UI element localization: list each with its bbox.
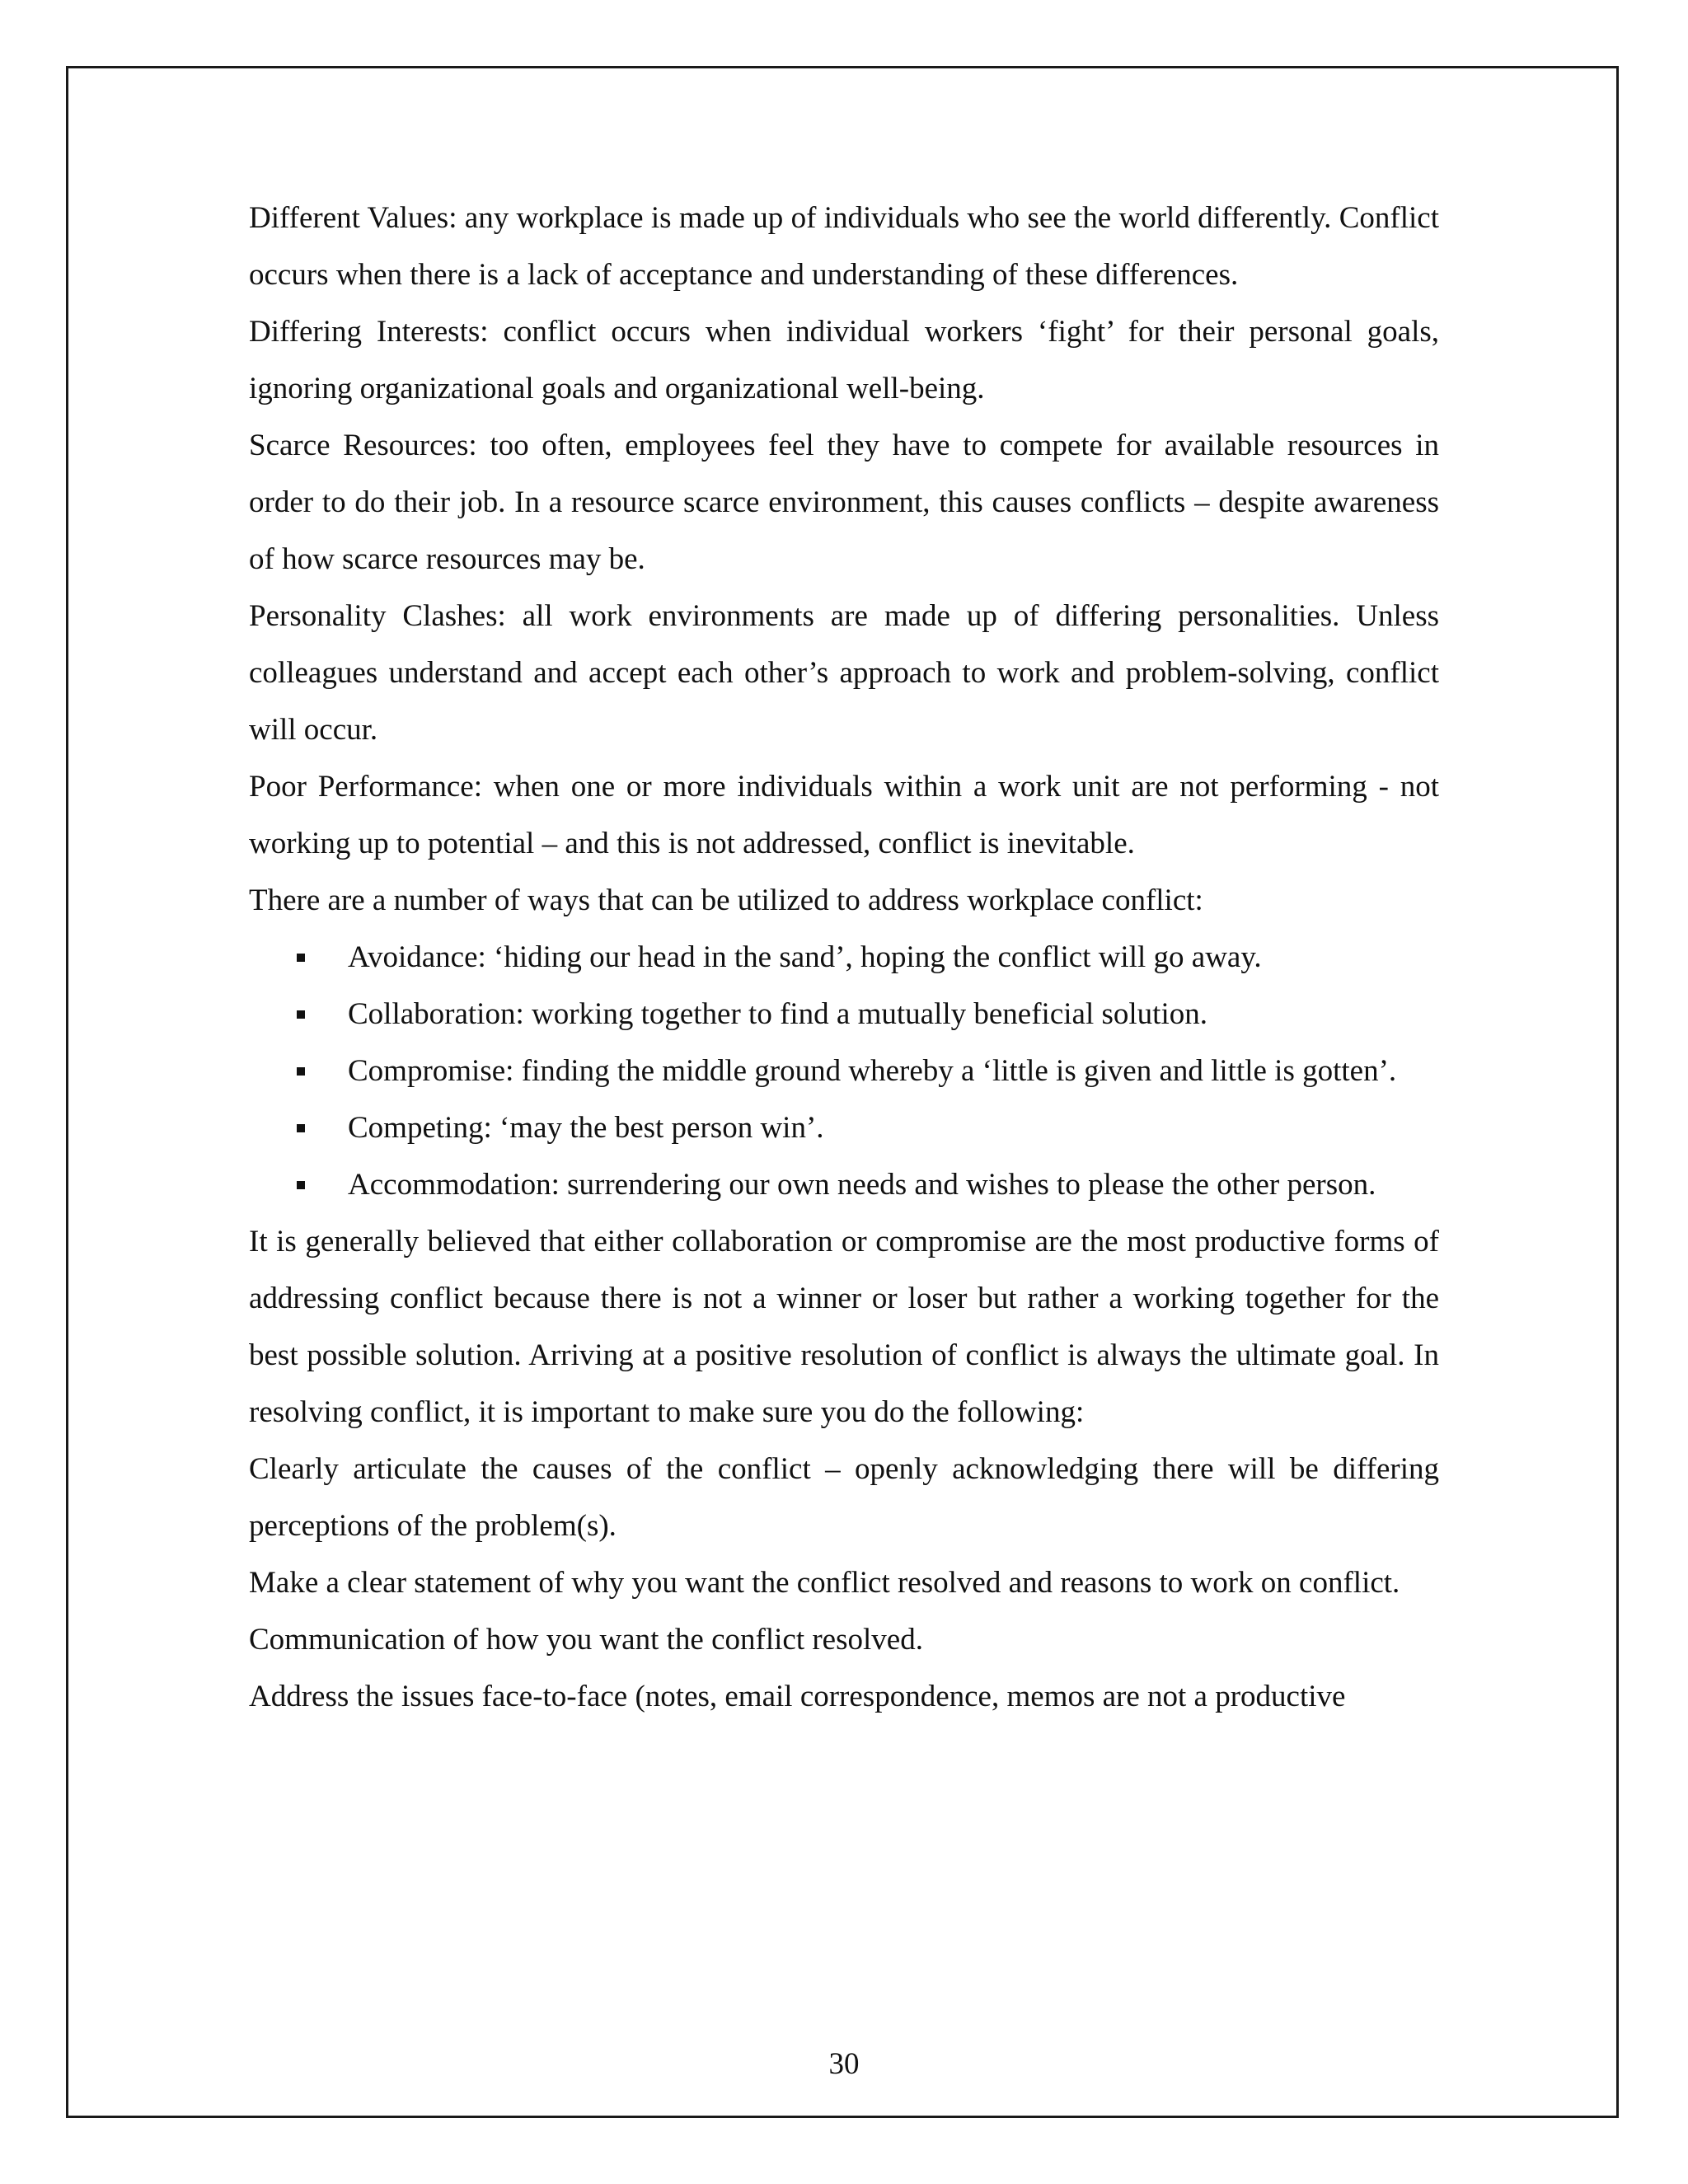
conflict-approaches-list (249, 929, 1439, 1213)
list-item (249, 986, 1439, 1043)
square-bullet-icon (297, 986, 313, 1043)
paragraph-differing-interests: Differing Interests: conflict occurs when individual workers ‘fight’ for their personal goals, ignoring organizational goals and organizational well-being. (249, 315, 1439, 405)
paragraph-different-values: Different Values: any workplace is made up of individuals who see the world differently. Conflict occurs when there is a lack of acceptance and understanding of these differences. (249, 201, 1439, 292)
list-item-text: Competing: ‘may the best person win’. (348, 1111, 824, 1145)
list-item (249, 1099, 1439, 1156)
list-item (249, 1156, 1439, 1213)
paragraph-clear-statement: Make a clear statement of why you want the conflict resolved and reasons to work on conflict. (249, 1566, 1400, 1600)
square-bullet-icon (297, 1043, 313, 1099)
paragraph-poor-performance: Poor Performance: when one or more individuals within a work unit are not performing - not working up to potential – and this is not addressed, conflict is inevitable. (249, 770, 1439, 860)
square-bullet-icon (297, 929, 313, 986)
paragraph-productive-approaches: It is generally believed that either collaboration or compromise are the most productive forms of addressing conflict because there is not a winner or loser but rather a working together for the best possible solution. Arriving at a positive resolution of conflict is always the ultimate goal. In resolving conflict, it is important to make sure you do the following: (249, 1225, 1439, 1429)
list-item-text: Collaboration: working together to find a mutually beneficial solution. (348, 997, 1207, 1031)
paragraph-personality-clashes: Personality Clashes: all work environments are made up of differing personalities. Unless colleagues understand and accept each other’s approach to work and problem-solving, conflict will occur. (249, 599, 1439, 747)
list-item (249, 1043, 1439, 1099)
paragraph-articulate-causes: Clearly articulate the causes of the conflict – openly acknowledging there will be differing perceptions of the problem(s). (249, 1452, 1439, 1543)
page-body (249, 190, 1439, 1725)
paragraph-scarce-resources: Scarce Resources: too often, employees feel they have to compete for available resources in order to do their job. In a resource scarce environment, this causes conflicts – despite awareness of how scarce resources may be. (249, 429, 1439, 576)
square-bullet-icon (297, 1099, 313, 1156)
paragraph-ways-intro: There are a number of ways that can be utilized to address workplace conflict: (249, 883, 1203, 917)
list-item (249, 929, 1439, 986)
paragraph-communication: Communication of how you want the conflict resolved. (249, 1623, 923, 1657)
square-bullet-icon (297, 1156, 313, 1213)
paragraph-face-to-face: Address the issues face-to-face (notes, email correspondence, memos are not a productive (249, 1680, 1346, 1713)
list-item-text: Compromise: finding the middle ground whereby a ‘little is given and little is gotten’. (348, 1054, 1397, 1088)
list-item-text: Avoidance: ‘hiding our head in the sand’, hoping the conflict will go away. (348, 940, 1262, 974)
page-number: 30 (828, 2047, 860, 2081)
list-item-text: Accommodation: surrendering our own needs and wishes to please the other person. (348, 1168, 1376, 1202)
